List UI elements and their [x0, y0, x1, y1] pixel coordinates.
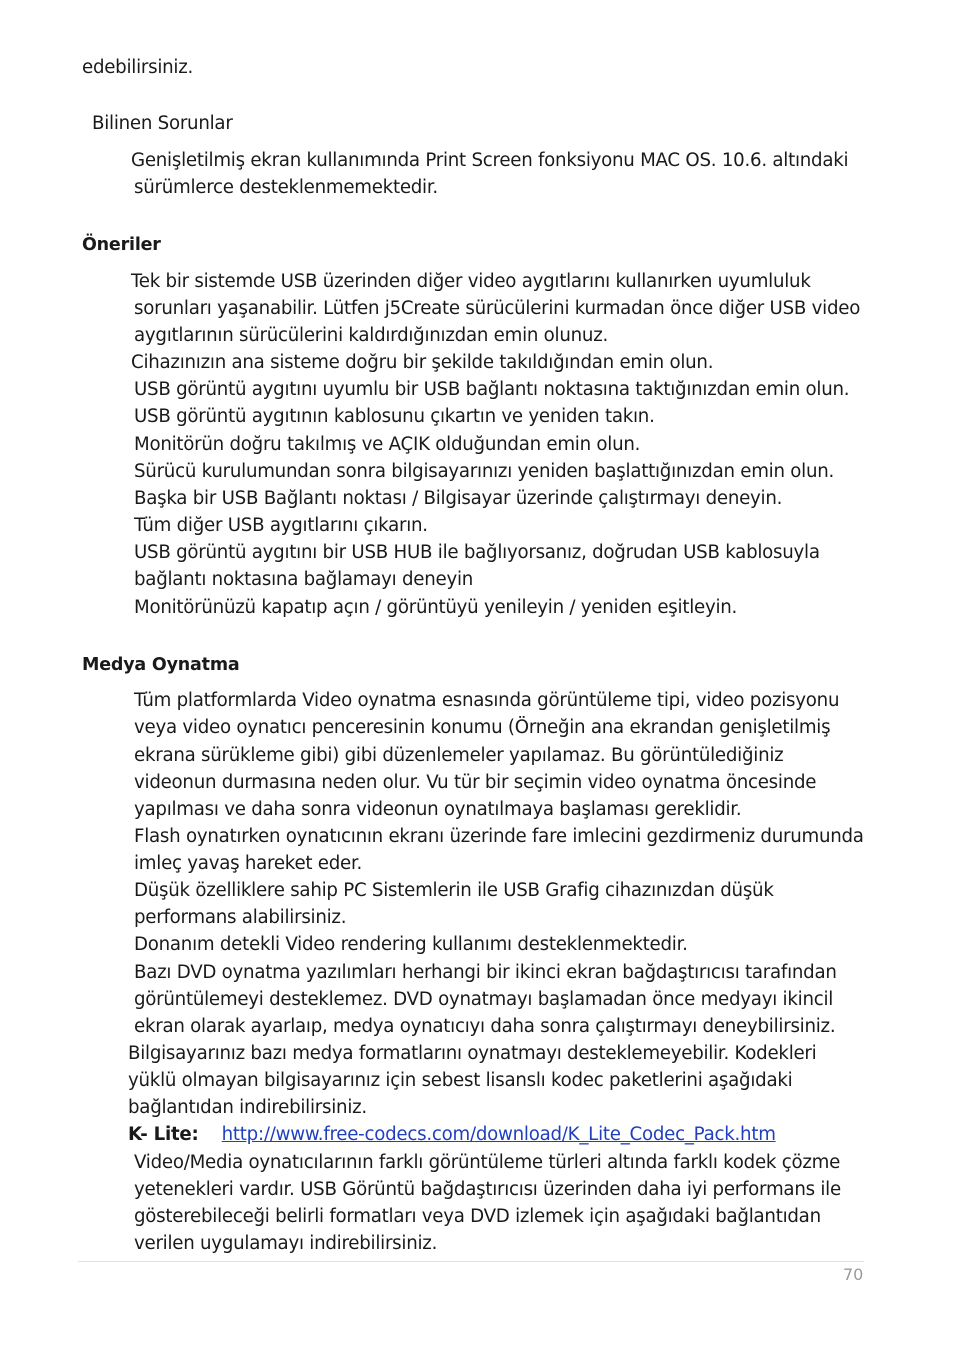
media-line: veya video oynatıcı penceresinin konumu (Örneğin ana ekrandan genişletilmiş	[134, 717, 831, 738]
media-line: yüklü olmayan bilgisayarınız için sebest lisanslı kodec paketlerini aşağıdaki	[128, 1070, 793, 1091]
known-issues-heading: Bilinen Sorunlar	[92, 113, 233, 134]
suggestion-line: USB görüntü aygıtının kablosunu çıkartın ve yeniden takın.	[134, 406, 655, 427]
media-line: ekran olarak ayarlaıp, medya oynatıcıyı daha sonra çalıştırmayı deneybilirsiniz.	[134, 1016, 836, 1037]
media-line: Bilgisayarınız bazı medya formatlarını oynatmayı desteklemeyebilir. Kodekleri	[128, 1043, 817, 1064]
footer-divider	[78, 1261, 864, 1262]
media-line: gösterebileceği belirli formatları veya DVD izlemek için aşağıdaki bağlantıdan	[134, 1206, 821, 1227]
suggestion-line: aygıtlarının sürücülerini kaldırdığınızdan emin olunuz.	[134, 325, 609, 346]
suggestion-line: Monitörün doğru takılmış ve AÇIK olduğundan emin olun.	[134, 434, 641, 455]
media-line: Düşük özelliklere sahip PC Sistemlerin ile USB Grafig cihazınızdan düşük	[134, 880, 774, 901]
suggestion-line: USB görüntü aygıtını uyumlu bir USB bağlantı noktasına taktığınızdan emin olun.	[134, 379, 850, 400]
media-line: görüntülemeyi desteklemez. DVD oynatmayı başlamadan önce medyayı ikincil	[134, 989, 834, 1010]
media-line: videonun durmasına neden olur. Vu tür bir seçimin video oynatma öncesinde	[134, 772, 817, 793]
klite-row	[128, 1124, 776, 1146]
media-line: performans alabilirsiniz.	[134, 907, 347, 928]
suggestion-line: Sürücü kurulumundan sonra bilgisayarınızı yeniden başlattığınızdan emin olun.	[134, 461, 835, 482]
klite-label: K- Lite:	[128, 1124, 199, 1145]
known-issues-line: sürümlerce desteklenmemektedir.	[134, 177, 438, 198]
media-line: ekrana sürükleme gibi) gibi düzenlemeler yapılamaz. Bu görüntülediğiniz	[134, 745, 784, 766]
media-line: Video/Media oynatıcılarının farklı görüntüleme türleri altında farklı kodek çözme	[134, 1152, 841, 1173]
suggestion-line: sorunları yaşanabilir. Lütfen j5Create sürücülerini kurmadan önce diğer USB video	[134, 298, 861, 319]
suggestion-line: USB görüntü aygıtını bir USB HUB ile bağlıyorsanız, doğrudan USB kablosuyla	[134, 542, 820, 563]
media-line: Tüm platformlarda Video oynatma esnasında görüntüleme tipi, video pozisyonu	[134, 690, 840, 711]
media-line: Bazı DVD oynatma yazılımları herhangi bir ikinci ekran bağdaştırıcısı tarafından	[134, 962, 837, 983]
suggestion-line: Cihazınızın ana sisteme doğru bir şekilde takıldığından emin olun.	[131, 352, 714, 373]
media-line: imleç yavaş hareket eder.	[134, 853, 363, 874]
media-line: yapılması ve daha sonra videonun oynatılmaya başlaması gereklidir.	[134, 799, 742, 820]
suggestion-line: Monitörünüzü kapatıp açın / görüntüyü yenileyin / yeniden eşitleyin.	[134, 597, 738, 618]
media-line: Flash oynatırken oynatıcının ekranı üzerinde fare imlecini gezdirmeniz durumunda	[134, 826, 864, 847]
media-line: Donanım detekli Video rendering kullanımı desteklenmektedir.	[134, 934, 688, 955]
suggestion-line: Tüm diğer USB aygıtlarını çıkarın.	[134, 515, 428, 536]
suggestion-line: bağlantı noktasına bağlamayı deneyin	[134, 569, 474, 590]
klite-download-link[interactable]: http://www.free-codecs.com/download/K_Lite_Codec_Pack.htm	[221, 1124, 776, 1145]
suggestion-line: Tek bir sistemde USB üzerinden diğer video aygıtlarını kullanırken uyumluluk	[131, 271, 811, 292]
suggestions-heading: Öneriler	[82, 235, 161, 255]
known-issues-line: Genişletilmiş ekran kullanımında Print Screen fonksiyonu MAC OS. 10.6. altındaki	[131, 150, 849, 171]
media-line: bağlantıdan indirebilirsiniz.	[128, 1097, 367, 1118]
media-line: verilen uygulamayı indirebilirsiniz.	[134, 1233, 438, 1254]
suggestion-line: Başka bir USB Bağlantı noktası / Bilgisayar üzerinde çalıştırmayı deneyin.	[134, 488, 783, 509]
page-number: 70	[843, 1265, 864, 1284]
media-heading: Medya Oynatma	[82, 655, 240, 675]
intro-text: edebilirsiniz.	[82, 57, 194, 78]
media-line: yetenekleri vardır. USB Görüntü bağdaştırıcısı üzerinden daha iyi performans ile	[134, 1179, 841, 1200]
